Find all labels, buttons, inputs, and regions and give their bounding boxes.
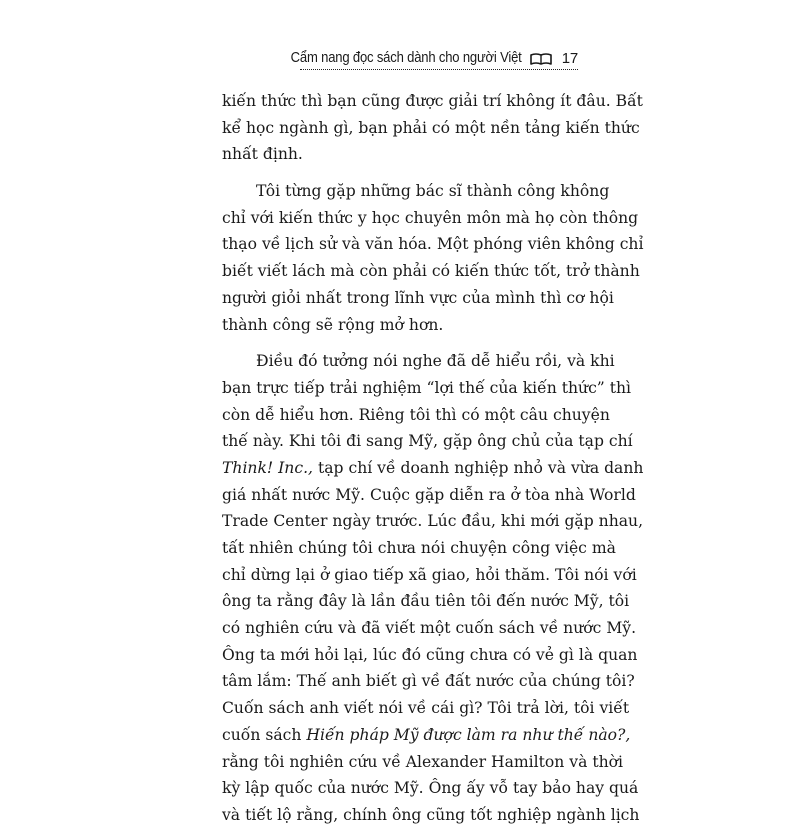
running-header — [291, 46, 590, 70]
text-line — [222, 455, 644, 482]
text-line: kiến thức thì bạn cũng được giải trí không ít đâu. Bất — [222, 92, 643, 110]
text-line: thế này. Khi tôi đi sang Mỹ, gặp ông chủ của tạp chí — [222, 432, 633, 451]
text-line: người giỏi nhất trong lĩnh vực của mình thì cơ hội — [222, 288, 614, 307]
text-line: bạn trực tiếp trải nghiệm “lợi thế của kiến thức” thì — [222, 378, 632, 397]
text-line: Điều đó tưởng nói nghe đã dễ hiểu rồi, và khi — [256, 352, 615, 371]
text-line: còn dễ hiểu hơn. Riêng tôi thì có một câu chuyện — [222, 405, 610, 424]
text-line: biết viết lách mà còn phải có kiến thức tốt, trở thành — [222, 262, 640, 281]
text-line-rest: tạp chí về doanh nghiệp nhỏ và vừa danh — [313, 458, 644, 477]
text-line-prefix: cuốn sách — [222, 725, 307, 744]
text-line: tất nhiên chúng tôi chưa nói chuyện công việc mà — [222, 539, 616, 557]
body-text — [222, 88, 644, 839]
text-line: và tiết lộ rằng, chính ông cũng tốt nghiệp ngành lịch — [222, 805, 640, 824]
text-line: giá nhất nước Mỹ. Cuộc gặp diễn ra ở tòa nhà World — [222, 485, 636, 504]
text-line: kỳ lập quốc của nước Mỹ. Ông ấy vỗ tay bảo hay quá — [222, 779, 639, 798]
paragraph — [222, 348, 644, 828]
text-line: Cuốn sách anh viết nói về cái gì? Tôi trả lời, tôi viết — [222, 699, 630, 718]
header-dotted-rule — [300, 69, 578, 70]
text-line: nhất định. — [222, 145, 303, 164]
running-header-title: Cẩm nang đọc sách dành cho người Việt — [291, 50, 522, 66]
text-line: tâm lắm: Thế anh biết gì về đất nước của chúng tôi? — [222, 672, 635, 691]
text-line: thạo về lịch sử và văn hóa. Một phóng viên không chỉ — [222, 235, 644, 254]
paragraph — [222, 88, 643, 168]
page-number: 17 — [561, 50, 578, 67]
text-line: có nghiên cứu và đã viết một cuốn sách về nước Mỹ. — [222, 619, 637, 638]
paragraph — [222, 178, 644, 338]
open-book-icon — [530, 52, 552, 66]
text-line: Ông ta mới hỏi lại, lúc đó cũng chưa có vẻ gì là quan — [222, 645, 638, 664]
text-line: kể học ngành gì, bạn phải có một nền tảng kiến thức — [222, 118, 640, 137]
text-line: Trade Center ngày trước. Lúc đầu, khi mới gặp nhau, — [222, 512, 644, 531]
text-line: rằng tôi nghiên cứu về Alexander Hamilton và thời — [222, 752, 624, 771]
text-line: thành công sẽ rộng mở hơn. — [222, 315, 444, 334]
italic-magazine-name: Think! Inc., — [222, 458, 313, 477]
text-line: ông ta rằng đây là lần đầu tiên tôi đến nước Mỹ, tôi — [222, 592, 630, 611]
text-line — [222, 722, 631, 749]
italic-book-title: Hiến pháp Mỹ được làm ra như thế nào?, — [306, 725, 631, 744]
text-line: Tôi từng gặp những bác sĩ thành công không — [256, 182, 610, 201]
text-line: chỉ với kiến thức y học chuyên môn mà họ còn thông — [222, 208, 639, 227]
text-line: chỉ dừng lại ở giao tiếp xã giao, hỏi thăm. Tôi nói với — [222, 565, 637, 584]
